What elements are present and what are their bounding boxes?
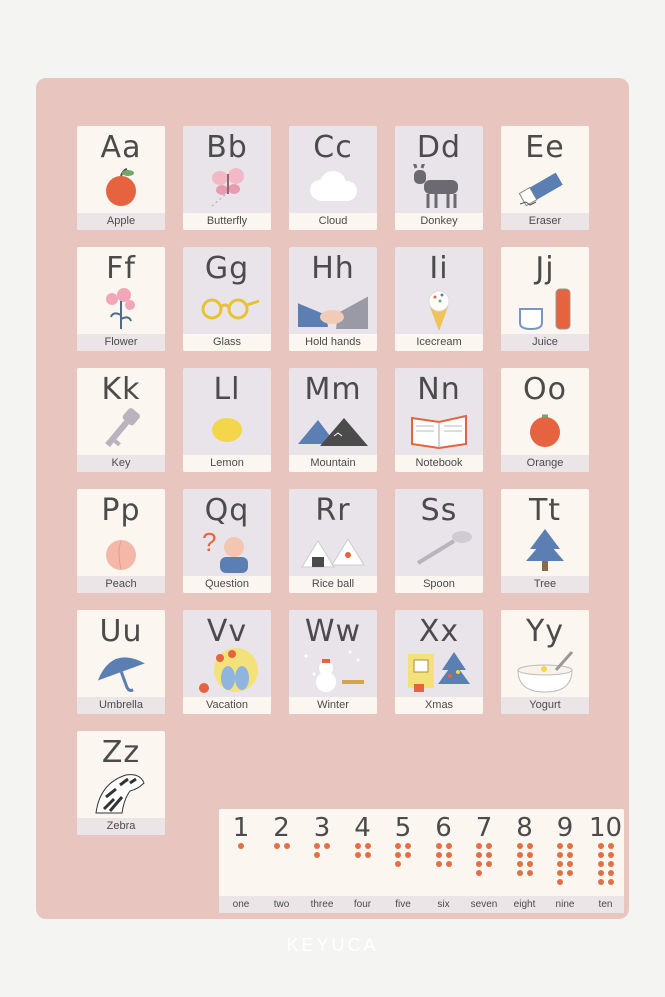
card-word: Tree: [501, 576, 589, 593]
letter-pair: Dd: [416, 130, 462, 165]
brand-logo: KEYUCA: [286, 935, 379, 955]
card-word: Donkey: [395, 213, 483, 230]
count-dot: [314, 852, 320, 858]
count-dot: [365, 843, 371, 849]
count-dot: [598, 879, 604, 885]
card-word: Rice ball: [289, 576, 377, 593]
letter-pair: Ee: [525, 130, 565, 165]
number-digit: 7: [475, 813, 493, 843]
count-dot: [527, 861, 533, 867]
letter-card-s: [395, 489, 483, 593]
count-dots: [505, 843, 545, 891]
letter-card-u: [77, 610, 165, 714]
count-dot: [405, 843, 411, 849]
count-dot: [608, 861, 614, 867]
count-dot: [517, 861, 523, 867]
letter-card-e: [501, 126, 589, 230]
card-word: Mountain: [289, 455, 377, 472]
count-dot: [567, 843, 573, 849]
count-dots: [586, 843, 626, 891]
count-dot: [476, 843, 482, 849]
count-dots: [302, 843, 342, 891]
count-dot: [557, 843, 563, 849]
card-word: Apple: [77, 213, 165, 230]
count-dot: [446, 843, 452, 849]
letter-pair: Vv: [206, 614, 248, 649]
letter-pair: Tt: [528, 493, 562, 528]
count-dot: [405, 852, 411, 858]
count-dot: [436, 852, 442, 858]
card-word: Umbrella: [77, 697, 165, 714]
letter-pair: Hh: [311, 251, 355, 286]
card-word: Juice: [501, 334, 589, 351]
card-word: Notebook: [395, 455, 483, 472]
count-dot: [517, 870, 523, 876]
letter-card-w: [289, 610, 377, 714]
letter-card-q: [183, 489, 271, 593]
count-dot: [527, 843, 533, 849]
count-dot: [446, 852, 452, 858]
count-dot: [476, 861, 482, 867]
letter-card-c: [289, 126, 377, 230]
number-digit: 3: [313, 813, 331, 843]
count-dot: [557, 870, 563, 876]
number-digit: 5: [394, 813, 412, 843]
letter-pair: Ll: [213, 372, 241, 407]
letter-card-f: [77, 247, 165, 351]
letter-card-i: [395, 247, 483, 351]
number-word: one: [232, 899, 250, 910]
letter-card-h: [289, 247, 377, 351]
count-dot: [395, 852, 401, 858]
letter-card-l: [183, 368, 271, 472]
count-dot: [567, 870, 573, 876]
count-dot: [598, 870, 604, 876]
number-word: two: [273, 899, 290, 910]
count-dot: [608, 843, 614, 849]
letter-card-a: [77, 126, 165, 230]
card-word: Winter: [289, 697, 377, 714]
count-dot: [324, 843, 330, 849]
count-dots: [221, 843, 261, 891]
count-dots: [464, 843, 504, 891]
letter-pair: Aa: [100, 130, 142, 165]
number-digit: 2: [273, 813, 290, 843]
letter-card-t: [501, 489, 589, 593]
number-word: ten: [598, 899, 613, 910]
count-dots: [383, 843, 423, 891]
count-dot: [567, 852, 573, 858]
number-column-one: [221, 809, 261, 910]
count-dot: [486, 843, 492, 849]
card-word: Key: [77, 455, 165, 472]
count-dot: [274, 843, 280, 849]
letter-card-n: [395, 368, 483, 472]
count-dot: [598, 852, 604, 858]
count-dot: [355, 852, 361, 858]
count-dot: [314, 843, 320, 849]
count-dot: [598, 861, 604, 867]
card-word: Eraser: [501, 213, 589, 230]
letter-card-d: [395, 126, 483, 230]
card-word: Lemon: [183, 455, 271, 472]
number-column-five: [383, 809, 423, 910]
count-dot: [517, 852, 523, 858]
letter-card-x: [395, 610, 483, 714]
letter-pair: Ww: [304, 614, 362, 649]
number-column-six: [424, 809, 464, 910]
letter-card-m: [289, 368, 377, 472]
card-word: Zebra: [77, 818, 165, 835]
letter-pair: Qq: [204, 493, 250, 528]
letter-card-b: [183, 126, 271, 230]
number-digit: 9: [556, 813, 574, 843]
count-dots: [424, 843, 464, 891]
letter-pair: Jj: [535, 251, 555, 286]
letter-card-r: [289, 489, 377, 593]
count-dot: [476, 852, 482, 858]
number-word: four: [353, 899, 372, 910]
letter-pair: Ss: [420, 493, 458, 528]
letter-pair: Uu: [99, 614, 143, 649]
card-word: Spoon: [395, 576, 483, 593]
count-dot: [608, 852, 614, 858]
count-dot: [557, 861, 563, 867]
count-dots: [545, 843, 585, 891]
card-word: Butterfly: [183, 213, 271, 230]
letter-card-v: [183, 610, 271, 714]
card-word: Flower: [77, 334, 165, 351]
letter-pair: Bb: [206, 130, 248, 165]
count-dot: [608, 879, 614, 885]
letter-pair: Ii: [429, 251, 449, 286]
card-word: Peach: [77, 576, 165, 593]
letter-pair: Kk: [101, 372, 141, 407]
letter-pair: Xx: [418, 614, 460, 649]
card-word: Hold hands: [289, 334, 377, 351]
number-digit: 8: [516, 813, 533, 843]
letter-card-j: [501, 247, 589, 351]
letter-pair: Ff: [106, 251, 136, 286]
number-word: six: [437, 899, 450, 910]
count-dot: [395, 861, 401, 867]
number-column-nine: [545, 809, 585, 910]
count-dot: [486, 861, 492, 867]
count-dot: [238, 843, 244, 849]
letter-pair: Gg: [204, 251, 250, 286]
count-dot: [446, 861, 452, 867]
letter-pair: Yy: [525, 614, 565, 649]
number-word: five: [395, 899, 411, 910]
count-dot: [517, 843, 523, 849]
count-dot: [436, 861, 442, 867]
letter-pair: Oo: [523, 372, 567, 407]
number-column-seven: [464, 809, 504, 910]
number-column-four: [343, 809, 383, 910]
letter-card-z: [77, 731, 165, 835]
card-word: Orange: [501, 455, 589, 472]
count-dot: [486, 852, 492, 858]
letter-pair: Pp: [101, 493, 141, 528]
count-dot: [608, 870, 614, 876]
letter-pair: Rr: [315, 493, 351, 528]
count-dot: [355, 843, 361, 849]
count-dot: [527, 852, 533, 858]
card-word: Icecream: [395, 334, 483, 351]
count-dot: [284, 843, 290, 849]
letter-card-g: [183, 247, 271, 351]
number-digit: 10: [588, 813, 623, 843]
count-dots: [343, 843, 383, 891]
number-word: eight: [513, 899, 536, 910]
count-dot: [527, 870, 533, 876]
card-word: Glass: [183, 334, 271, 351]
count-dot: [395, 843, 401, 849]
alphabet-poster: [36, 78, 629, 955]
number-column-two: [262, 809, 302, 910]
number-column-ten: [586, 809, 626, 910]
letter-pair: Zz: [101, 735, 141, 770]
count-dot: [365, 852, 371, 858]
svg-text:?: ?: [202, 527, 217, 557]
letter-card-p: [77, 489, 165, 593]
card-word: Cloud: [289, 213, 377, 230]
number-column-three: [302, 809, 342, 910]
card-word: Question: [183, 576, 271, 593]
number-word: three: [310, 899, 334, 910]
number-column-eight: [505, 809, 545, 910]
letter-pair: Cc: [313, 130, 353, 165]
count-dots: [262, 843, 302, 891]
letter-card-o: [501, 368, 589, 472]
number-word: seven: [470, 899, 498, 910]
letter-card-y: [501, 610, 589, 714]
letter-pair: Nn: [417, 372, 461, 407]
card-word: Yogurt: [501, 697, 589, 714]
count-dot: [436, 843, 442, 849]
number-digit: 4: [354, 813, 371, 843]
count-dot: [557, 852, 563, 858]
card-word: Vacation: [183, 697, 271, 714]
letter-pair: Mm: [304, 372, 362, 407]
number-digit: 1: [232, 813, 250, 843]
count-dot: [557, 879, 563, 885]
card-word: Xmas: [395, 697, 483, 714]
count-dot: [476, 870, 482, 876]
count-dot: [567, 861, 573, 867]
count-dot: [598, 843, 604, 849]
number-word: nine: [555, 899, 575, 910]
number-digit: 6: [435, 813, 452, 843]
number-card: [219, 809, 624, 913]
letter-card-k: [77, 368, 165, 472]
